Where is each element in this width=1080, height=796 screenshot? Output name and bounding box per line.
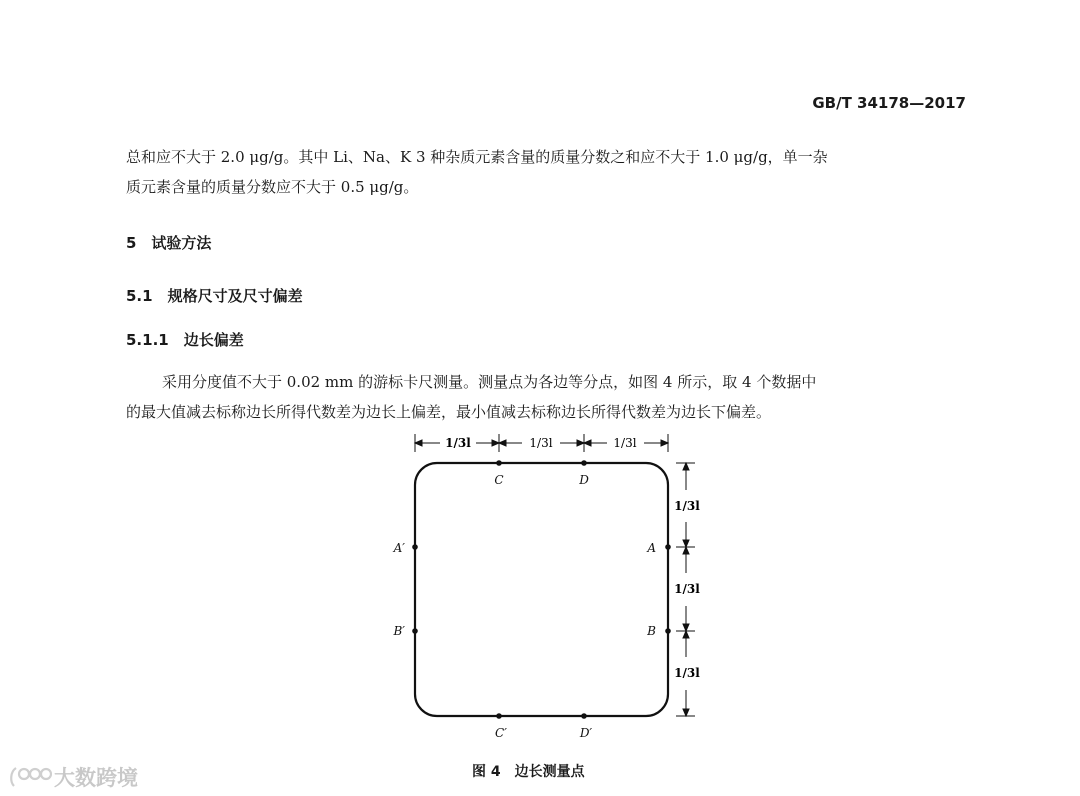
section-heading-5-1: 5.1 规格尺寸及尺寸偏差 [126,287,303,305]
dim-label-right-1: 1/3l [674,499,700,513]
paragraph-line: 采用分度值不大于 0.02 mm 的游标卡尺测量。测量点为各边等分点，如图 4 所示，取 4 个数据中 [162,373,817,391]
watermark-text: 大数跨境 [54,766,138,790]
label-c-prime: C′ [495,726,507,740]
label-d: D [579,473,589,487]
label-b-prime: B′ [393,624,405,638]
sample-outline [415,463,668,716]
dim-label-top-2: 1/3l [529,436,553,450]
label-a: A [647,541,656,555]
watermark-logo-icon [8,762,52,790]
paragraph-line: 总和应不大于 2.0 μg/g。其中 Li、Na、K 3 种杂质元素含量的质量分数之和应不大于 1.0 μg/g，单一杂 [126,148,828,166]
point-d-prime [581,713,587,719]
point-b-prime [412,628,418,634]
point-c-prime [496,713,502,719]
label-c: C [494,473,504,487]
point-c [496,460,502,466]
figure-caption: 图 4 边长测量点 [472,764,585,780]
paragraph-line: 的最大值减去标称边长所得代数差为边长上偏差，最小值减去标称边长所得代数差为边长下偏差。 [126,403,772,421]
dim-label-top-1: 1/3l [445,436,471,450]
dim-label-right-2: 1/3l [674,582,700,596]
point-a-prime [412,544,418,550]
label-a-prime: A′ [393,541,405,555]
standard-number: GB/T 34178—2017 [812,94,966,112]
measurement-points [412,460,671,719]
dim-label-right-3: 1/3l [674,666,700,680]
dim-label-top-3: 1/3l [613,436,637,450]
paragraph-line: 质元素含量的质量分数应不大于 0.5 μg/g。 [126,178,419,196]
label-b: B [647,624,656,638]
section-heading-5-1-1: 5.1.1 边长偏差 [126,331,244,349]
section-heading-5: 5 试验方法 [126,234,212,252]
point-b [665,628,671,634]
point-a [665,544,671,550]
point-d [581,460,587,466]
label-d-prime: D′ [579,726,593,740]
